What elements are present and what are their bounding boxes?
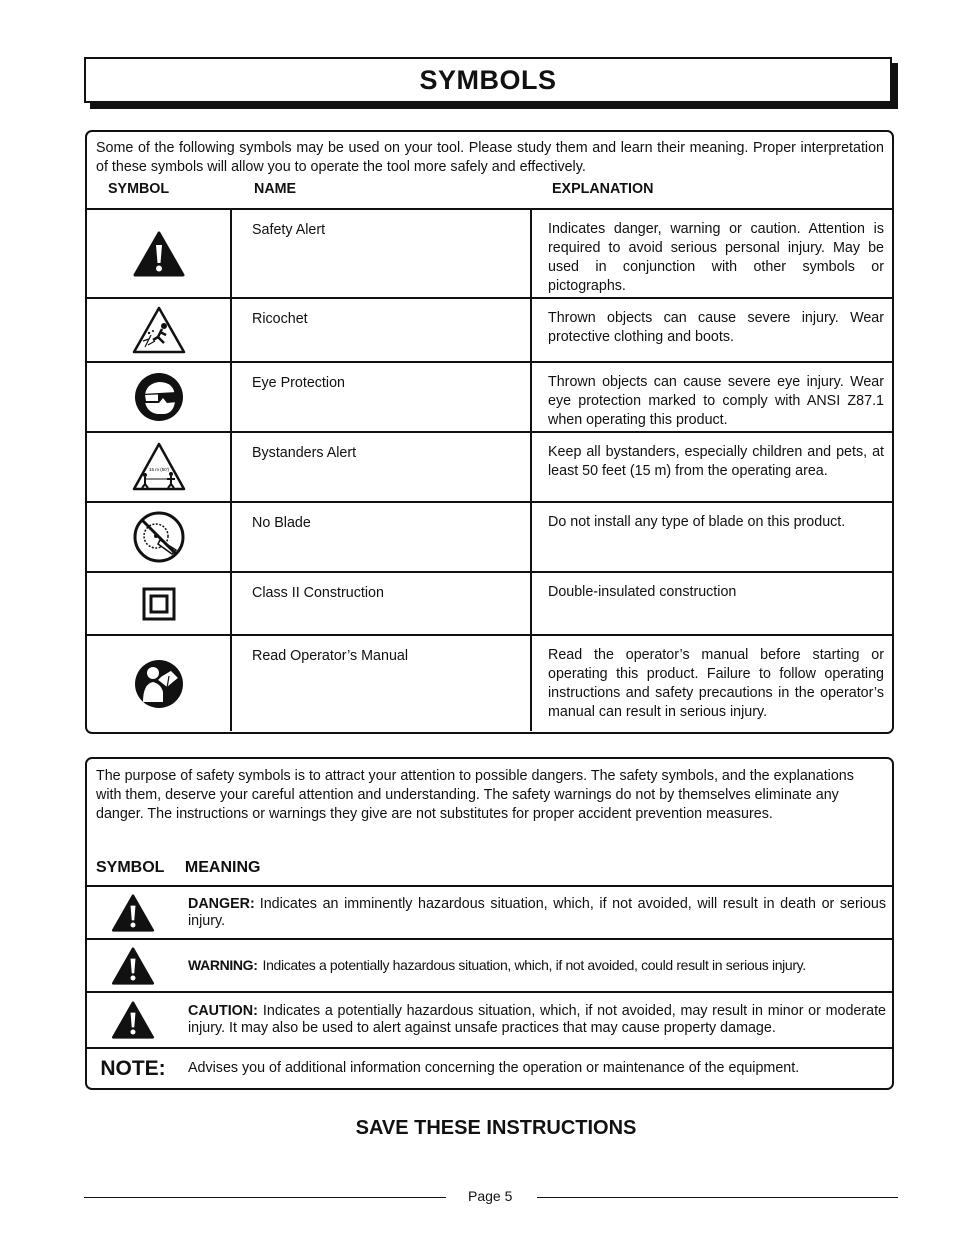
symbol-name: Ricochet [231, 298, 531, 362]
header-meaning: MEANING [184, 859, 261, 876]
table-row [87, 362, 892, 432]
ricochet-icon [87, 298, 231, 362]
danger-description: Indicates an imminently hazardous situation, which, if not avoided, will result in death or serious injury. [188, 895, 886, 929]
no-blade-icon [87, 502, 231, 572]
caution-label: CAUTION: [188, 1003, 258, 1019]
symbols-intro: Some of the following symbols may be used on your tool. Please study them and learn their meaning. Proper interpretation of these symbols will allow you to operate the tool more safely and effectively. [96, 140, 884, 175]
warning-label: WARNING: [188, 957, 258, 973]
table-row [87, 502, 892, 572]
bystander-distance-text: 15 m (50') [148, 467, 169, 472]
table-row [87, 209, 892, 298]
symbol-explanation: Read the operator’s manual before starting or operating this product. Failure to follow operating instructions and safety precautions in the operator’s manual can result in serious injury. [531, 635, 892, 731]
title-box [84, 57, 892, 103]
safety-intro: The purpose of safety symbols is to attract your attention to possible dangers. The safety symbols, and the explanations with them, deserve your careful attention and understanding. The safety warnings do not by themselves eliminate any danger. The instructions or warnings they give are not substitutes for proper accident prevention measures. [96, 768, 854, 822]
symbol-name: Class II Construction [231, 572, 531, 635]
symbol-explanation: Thrown objects can cause severe injury. Wear protective clothing and boots. [531, 298, 892, 362]
symbol-explanation: Do not install any type of blade on this product. [531, 502, 892, 572]
eye-protection-icon [87, 362, 231, 432]
header-symbol: SYMBOL [108, 181, 170, 197]
bystanders-alert-icon [87, 432, 231, 502]
page-title: SYMBOLS [419, 64, 557, 95]
note-row [87, 1047, 892, 1088]
table-row [87, 635, 892, 731]
header-name: NAME [254, 181, 297, 197]
class-ii-construction-icon [87, 572, 231, 635]
danger-row [87, 885, 892, 938]
symbol-name: No Blade [231, 502, 531, 572]
safety-panel [85, 757, 894, 1090]
caution-alert-icon [87, 993, 179, 1047]
symbol-name: Eye Protection [231, 362, 531, 432]
table-row [87, 298, 892, 362]
danger-alert-icon [87, 887, 179, 938]
meaning-column-headers [96, 859, 276, 877]
header-symbol: SYMBOL [96, 859, 165, 876]
table-row [87, 572, 892, 635]
save-instructions: SAVE THESE INSTRUCTIONS [355, 1117, 637, 1139]
symbol-explanation: Keep all bystanders, especially children and pets, at least 50 feet (15 m) from the operating area. [531, 432, 892, 502]
symbol-explanation: Thrown objects can cause severe eye injury. Wear eye protection marked to comply with ANSI Z87.1 when operating this product. [531, 362, 892, 432]
footer-rule-left [84, 1197, 446, 1198]
symbol-explanation: Double-insulated construction [531, 572, 892, 635]
page-number: Page 5 [468, 1188, 513, 1204]
footer-rule-right [537, 1197, 898, 1198]
danger-label: DANGER: [188, 895, 255, 912]
warning-description: Indicates a potentially hazardous situation, which, if not avoided, could result in serious injury. [262, 957, 806, 973]
symbol-name: Bystanders Alert [231, 432, 531, 502]
note-label: NOTE: [100, 1056, 166, 1080]
page-footer [84, 1188, 898, 1204]
read-manual-icon [87, 635, 231, 731]
caution-text [179, 993, 892, 1047]
table-row [87, 432, 892, 502]
symbol-name: Safety Alert [231, 209, 531, 298]
symbols-panel [85, 130, 894, 734]
header-explanation: EXPLANATION [552, 181, 654, 197]
danger-text [179, 887, 892, 938]
symbol-explanation: Indicates danger, warning or caution. Attention is required to avoid serious personal injury. May be used in conjunction with other symbols or pictographs. [531, 209, 892, 298]
warning-text [179, 940, 892, 991]
symbols-column-headers [87, 177, 892, 203]
caution-description: Indicates a potentially hazardous situation, which, if not avoided, may result in minor or moderate injury. It may also be used to alert against unsafe practices that may cause property damage. [188, 1003, 886, 1036]
safety-alert-icon [87, 209, 231, 298]
warning-alert-icon [87, 940, 179, 991]
symbol-name: Read Operator’s Manual [231, 635, 531, 731]
note-label-cell [87, 1049, 179, 1088]
warning-row [87, 938, 892, 991]
note-text: Advises you of additional information concerning the operation or maintenance of the equipment. [188, 1060, 800, 1076]
caution-row [87, 991, 892, 1047]
symbols-table [87, 208, 892, 731]
